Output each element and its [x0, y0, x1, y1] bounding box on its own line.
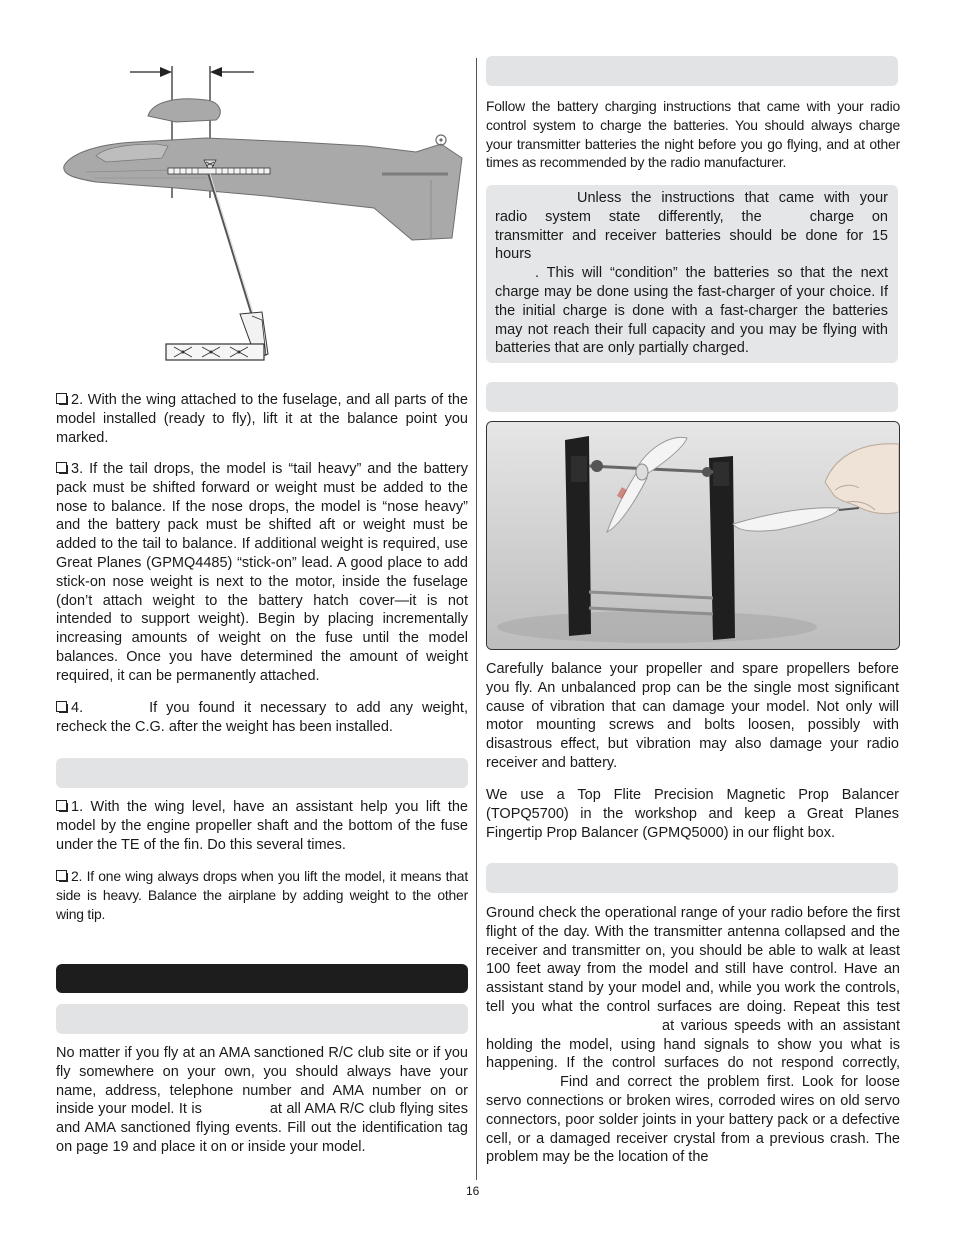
cg-step-3: 3. If the tail drops, the model is “tail heavy” and the battery pack must be shifted forward or weight must be added to the nose to balance. If the nose drops, the model is “nose heavy” and the battery pack must be shifted aft or weight must be added to the tail to balance. If additional weight is required, use Great Planes (GPMQ4485) “stick-on” lead. A good place to add stick-on nose weight is next to the motor, inside the fuselage (don’t attach weight to the battery hatch cover—it is not intended to support weight). Begin by placing incrementally increasing amounts of weight on the fuse until the model balances. Once you have determined the amount of weight required, it can be permanently attached. [56, 461, 468, 684]
cg-step-2: 2. With the wing attached to the fuselage, and all parts of the model installed (ready to fly), lift it at the balance point you marked. [56, 392, 468, 446]
checkbox-icon[interactable] [56, 870, 68, 882]
charge-batteries-paragraph: Follow the battery charging instructions that came with your radio control system to charge the batteries. You should always charge your transmitter batteries the night before you go flying, and at other times as recommended by the radio manufacturer. [486, 98, 900, 171]
prop-balance-paragraph-2: We use a Top Flite Precision Magnetic Prop Balancer (TOPQ5700) in the workshop and keep a Great Planes Fingertip Prop Balancer (GPMQ5000) in our flight box. [486, 787, 899, 841]
cg-balancer-illustration [56, 58, 468, 370]
lateral-balance-step-2: 2. If one wing always drops when you lift the model, it means that side is heavy. Balance the airplane by adding weight to the other wing tip. [56, 868, 468, 922]
checkbox-icon[interactable] [56, 393, 68, 405]
page-number: 16 [466, 1184, 480, 1198]
cg-step-4: 4. If you found it necessary to add any weight, recheck the C.G. after the weight has been installed. [56, 700, 468, 735]
chapter-header-bar [56, 964, 468, 993]
lateral-balance-step-1: 1. With the wing level, have an assistant help you lift the model by the engine propeller shaft and the bottom of the fuse under the TE of the fin. Do this several times. [56, 799, 468, 853]
prop-balance-paragraph-1: Carefully balance your propeller and spare propellers before you fly. An unbalanced prop can be the single most significant cause of vibration that can damage your model. Not only will motor mounting screws and bolts loosen, possibly with disastrous effect, but vibration may also damage your radio receiver and battery. [486, 661, 899, 771]
section-header-bar [486, 56, 898, 86]
prop-balancer-photo [486, 421, 900, 650]
battery-note-text: Unless the instructions that came with your radio system state differently, the charge on transmitter and receiver batteries should be done for 15 hours . This will “condition” the batteries so that the next charge may be done using the fast-charger of your choice. If the initial charge is done with a fast-charger the batteries may not reach their full capacity and you may be flying with batteries that are only partially charged. [495, 190, 888, 357]
column-divider [476, 58, 477, 1180]
prop-balancer-image [487, 422, 899, 649]
section-header-bar [56, 1004, 468, 1034]
section-header-bar [486, 382, 898, 412]
checkbox-icon[interactable] [56, 800, 68, 812]
checkbox-icon[interactable] [56, 462, 68, 474]
identify-model-paragraph: No matter if you fly at an AMA sanctioned R/C club site or if you fly somewhere on your own, you should always have your name, address, telephone number and AMA number on or inside your model. It is at all AMA R/C club flying sites and AMA sanctioned flying events. Fill out the identification tag on page 19 and place it on or inside your model. [56, 1045, 468, 1155]
checkbox-icon[interactable] [56, 701, 68, 713]
section-header-bar [56, 758, 468, 788]
battery-note-box [486, 185, 898, 363]
range-check-paragraph: Ground check the operational range of your radio before the first flight of the day. With the transmitter antenna collapsed and the receiver and transmitter on, you should be able to walk at least 100 feet away from the model and still have control. Have an assistant stand by your model and, while you work the controls, tell you what the control surfaces are doing. Repeat this testat various speeds with an assistant holding the model, using hand signals to show you what is happening. If the control surfaces do not respond correctly,Find and correct the problem first. Look for loose servo connections or broken wires, corroded wires on old servo connectors, poor solder joints in your battery pack or a defective cell, or a damaged receiver crystal from a previous crash. The problem may be the location of the [486, 905, 900, 1166]
section-header-bar [486, 863, 898, 893]
